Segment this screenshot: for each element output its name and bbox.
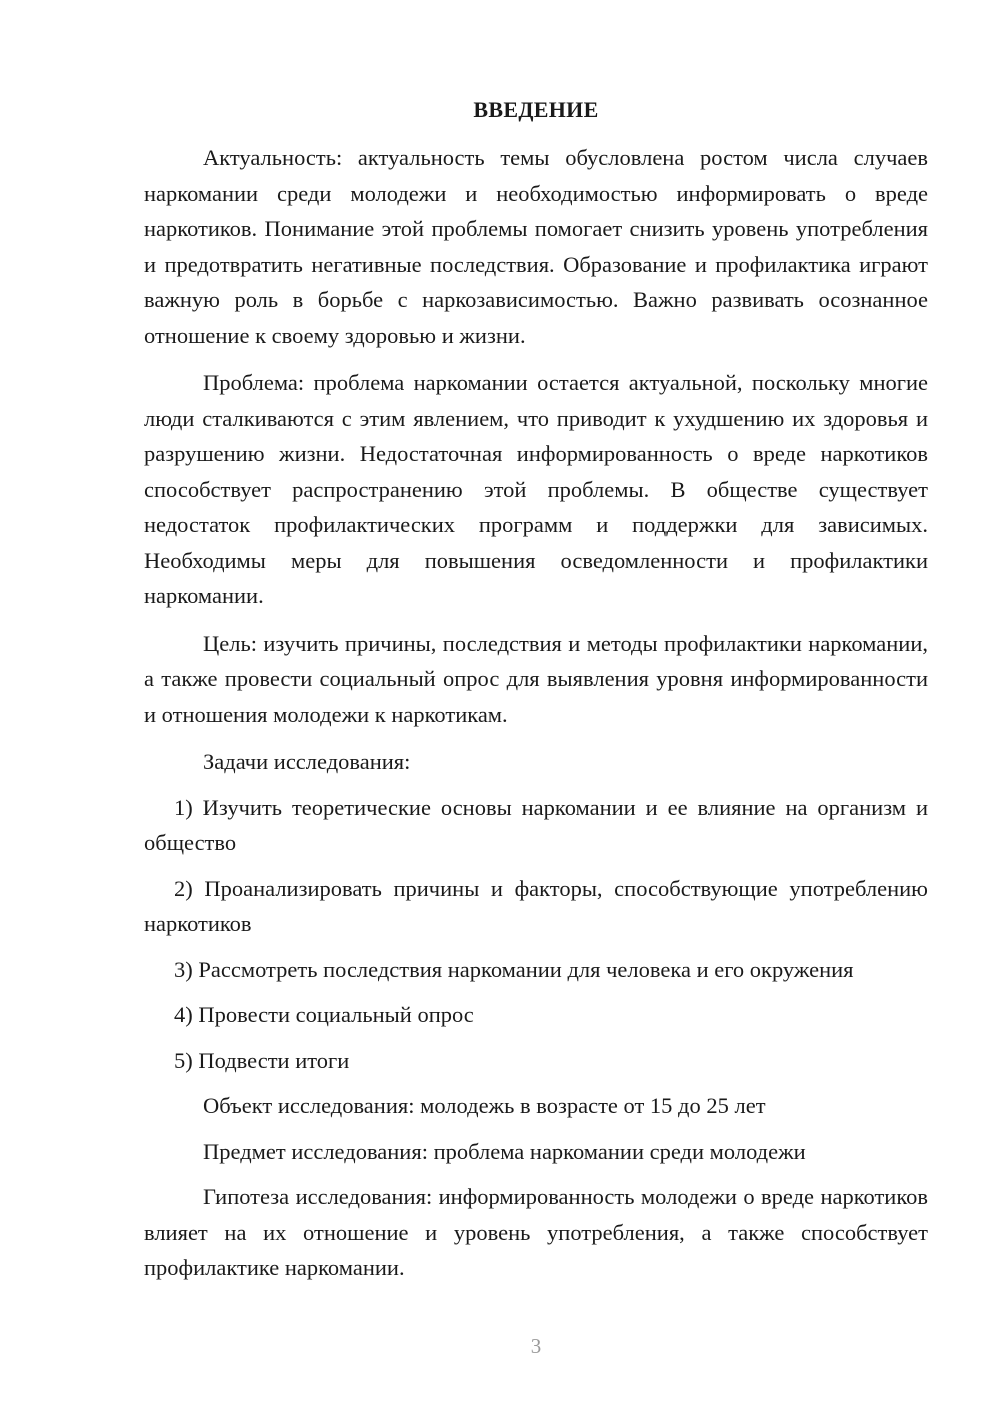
research-subject: Предмет исследования: проблема наркомании среди молодежи	[203, 1138, 806, 1164]
problem-paragraph: Проблема: проблема наркомании остается актуальной, поскольку многие люди сталкиваются с этим явлением, что приводит к ухудшению их здоровья и разрушению жизни. Недостаточная информированность о вреде наркотиков способствует распространению этой проблемы. В обществе существует недостаток профилактических программ и поддержки для зависимых. Необходимы меры для повышения осведомленности и профилактики наркомании.	[144, 370, 928, 608]
hypothesis-paragraph: Гипотеза исследования: информированность молодежи о вреде наркотиков влияет на их отношение и уровень употребления, а также способствует профилактике наркомании.	[144, 1184, 928, 1280]
page-content	[144, 92, 928, 1298]
list-item: 3) Рассмотреть последствия наркомании для человека и его окружения	[174, 956, 854, 982]
list-item: 2) Проанализировать причины и факторы, способствующие употреблению наркотиков	[144, 875, 928, 936]
goal-paragraph: Цель: изучить причины, последствия и методы профилактики наркомании, а также провести социальный опрос для выявления уровня информированности и отношения молодежи к наркотикам.	[144, 630, 928, 727]
list-item: 5) Подвести итоги	[174, 1047, 350, 1073]
tasks-list	[144, 790, 928, 1079]
tasks-title: Задачи исследования:	[203, 749, 411, 774]
list-item: 1) Изучить теоретические основы наркомании и ее влияние на организм и общество	[144, 794, 928, 855]
list-item: 4) Провести социальный опрос	[174, 1002, 474, 1027]
relevance-paragraph: Актуальность: актуальность темы обусловлена ростом числа случаев наркомании среди молодежи и необходимостью информировать о вреде наркотиков. Понимание этой проблемы помогает снизить уровень употребления и предотвратить негативные последствия. Образование и профилактика играют важную роль в борьбе с наркозависимостью. Важно развивать осознанное отношение к своему здоровью и жизни.	[144, 145, 928, 348]
page-number: 3	[530, 1334, 542, 1358]
section-heading: ВВЕДЕНИЕ	[473, 97, 599, 122]
research-object: Объект исследования: молодежь в возрасте от 15 до 25 лет	[203, 1093, 766, 1118]
